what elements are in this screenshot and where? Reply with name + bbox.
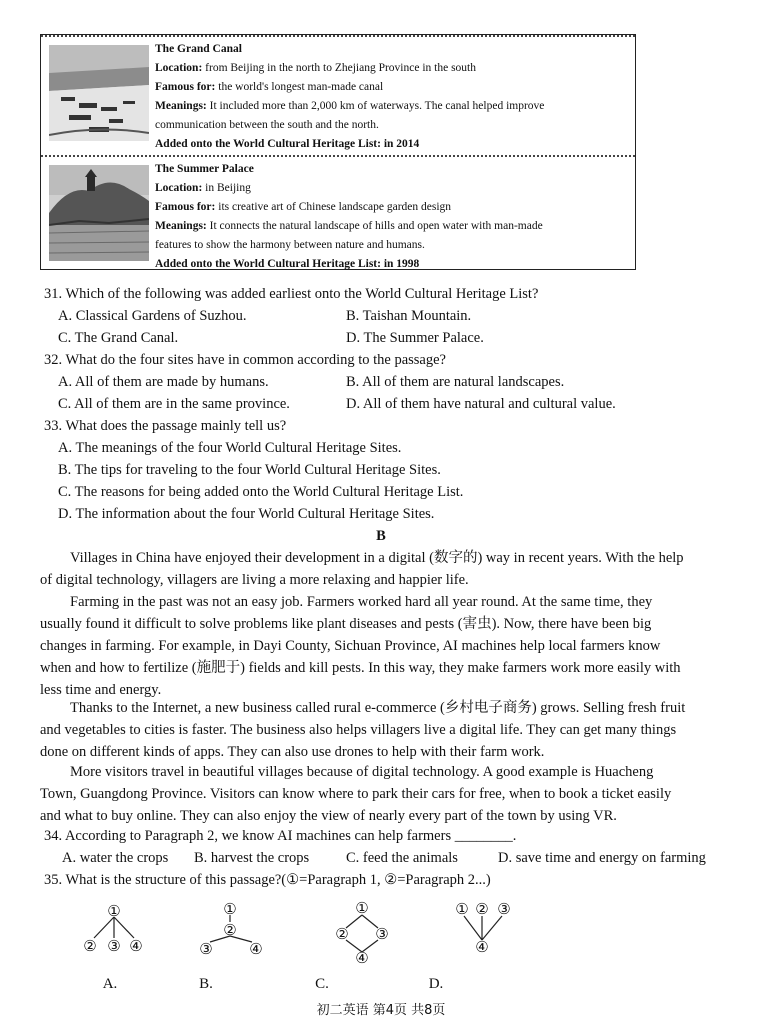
question-34-stem xyxy=(44,825,516,847)
location-label: Location: xyxy=(155,62,203,74)
diagram-a-label[interactable]: A. xyxy=(102,976,118,992)
paragraph-line: Thanks to the Internet, a new business called rural e-commerce (乡村电子商务) grows. Selling fresh fruit xyxy=(70,700,686,716)
meanings-value: It included more than 2,000 km of waterways. The canal helped improve xyxy=(209,100,545,112)
diagram-d-node-3: ③ xyxy=(497,900,511,918)
added-year: Added onto the World Cultural Heritage List: in 2014 xyxy=(155,138,420,150)
meanings-value-cont: communication between the south and the north. xyxy=(155,119,379,131)
diagram-b-label[interactable]: B. xyxy=(199,976,213,992)
location-value: from Beijing in the north to Zhejiang Province in the south xyxy=(205,62,477,74)
diagram-c-label[interactable]: C. xyxy=(315,976,329,992)
question-34-option-c[interactable]: C. feed the animals xyxy=(346,850,458,866)
summer-palace-photo xyxy=(49,165,149,261)
diagram-a-node-4: ④ xyxy=(129,937,143,955)
question-31-option-d[interactable]: D. The Summer Palace. xyxy=(346,330,484,346)
question-31-option-b[interactable]: B. Taishan Mountain. xyxy=(346,308,472,324)
diagram-b-node-2: ② xyxy=(223,921,237,939)
page-footer: 初二英语 第4页 共8页 xyxy=(316,1003,446,1018)
famous-value: the world's longest man-made canal xyxy=(218,81,384,93)
famous-value: its creative art of Chinese landscape garden design xyxy=(218,201,452,213)
question-31-stem: 31. Which of the following was added earliest onto the World Cultural Heritage List? xyxy=(44,286,539,302)
site-name: The Grand Canal xyxy=(155,43,242,55)
passage-paragraph-4 xyxy=(40,761,720,827)
question-32-option-d[interactable]: D. All of them have natural and cultural value. xyxy=(346,396,616,412)
question-33-option-b[interactable]: B. The tips for traveling to the four World Cultural Heritage Sites. xyxy=(58,462,441,478)
question-32-option-b[interactable]: B. All of them are natural landscapes. xyxy=(346,374,565,390)
diagram-b-node-3: ③ xyxy=(199,940,213,958)
paragraph-line: More visitors travel in beautiful villages because of digital technology. A good example is Huacheng xyxy=(70,764,654,780)
question-32-option-a[interactable]: A. All of them are made by humans. xyxy=(58,374,269,390)
heritage-entry-summer-palace xyxy=(41,155,635,273)
question-33-option-c[interactable]: C. The reasons for being added onto the World Cultural Heritage List. xyxy=(58,484,464,500)
question-34-text: 34. According to Paragraph 2, we know AI machines can help farmers xyxy=(44,828,452,844)
paragraph-line: usually found it difficult to solve problems like plant diseases and pests (害虫). Now, there have been big xyxy=(40,616,652,632)
paragraph-line: done on different kinds of apps. They can also use drones to help with their farm work. xyxy=(40,744,545,760)
paragraph-line: Villages in China have enjoyed their development in a digital (数字的) way in recent years. With the help xyxy=(70,550,684,566)
question-34-option-a[interactable]: A. water the crops xyxy=(62,850,169,866)
meanings-value-cont: features to show the harmony between nature and humans. xyxy=(155,239,425,251)
heritage-entry-grand-canal xyxy=(41,37,635,153)
heritage-info-table xyxy=(40,34,636,270)
diagram-c-node-2: ② xyxy=(335,925,349,943)
paragraph-line: less time and energy. xyxy=(40,682,162,698)
question-33-option-a[interactable]: A. The meanings of the four World Cultural Heritage Sites. xyxy=(58,440,402,456)
meanings-label: Meanings: xyxy=(155,100,207,112)
structure-diagrams xyxy=(70,898,530,998)
diagram-d-node-2: ② xyxy=(475,900,489,918)
diagram-a-node-2: ② xyxy=(83,937,97,955)
grand-canal-photo xyxy=(49,45,149,141)
site-name: The Summer Palace xyxy=(155,163,254,175)
diagram-c-node-1: ① xyxy=(355,899,369,917)
location-label: Location: xyxy=(155,182,203,194)
diagram-c-node-3: ③ xyxy=(375,925,389,943)
question-31-option-c[interactable]: C. The Grand Canal. xyxy=(58,330,179,346)
passage-paragraph-3 xyxy=(40,697,720,763)
diagram-d-node-4: ④ xyxy=(475,938,489,956)
paragraph-line: Farming in the past was not an easy job. Farmers worked hard all year round. At the same time, they xyxy=(70,594,653,610)
question-31-option-a[interactable]: A. Classical Gardens of Suzhou. xyxy=(58,308,247,324)
question-34-option-b[interactable]: B. harvest the crops xyxy=(194,850,310,866)
question-32-option-c[interactable]: C. All of them are in the same province. xyxy=(58,396,290,412)
meanings-label: Meanings: xyxy=(155,220,207,232)
diagram-b-node-1: ① xyxy=(223,900,237,918)
answer-blank: ________. xyxy=(454,828,517,844)
paragraph-line: changes in farming. For example, in Dayi County, Sichuan Province, AI machines help local farmers know xyxy=(40,638,661,654)
diagram-c-node-4: ④ xyxy=(355,949,369,967)
question-35-stem: 35. What is the structure of this passage?(①=Paragraph 1, ②=Paragraph 2...) xyxy=(44,872,491,888)
paragraph-line: when and how to fertilize (施肥于) fields and kill pests. In this way, they make farmers work more easily with xyxy=(40,660,681,676)
question-33-option-d[interactable]: D. The information about the four World Cultural Heritage Sites. xyxy=(58,506,435,522)
added-year: Added onto the World Cultural Heritage List: in 1998 xyxy=(155,258,420,270)
meanings-value: It connects the natural landscape of hills and open water with man-made xyxy=(209,220,543,232)
famous-label: Famous for: xyxy=(155,81,216,93)
famous-label: Famous for: xyxy=(155,201,216,213)
question-33-stem: 33. What does the passage mainly tell us? xyxy=(44,418,287,434)
section-b-heading: B xyxy=(376,528,386,544)
paragraph-line: Town, Guangdong Province. Visitors can know where to park their cars for free, when to book a ticket easily xyxy=(40,786,672,802)
paragraph-line: and what to buy online. They can also enjoy the view of nearly every part of the town by using VR. xyxy=(40,808,617,824)
paragraph-line: and vegetables to cities is faster. The business also helps villagers live a digital life. They can get many things xyxy=(40,722,677,738)
diagram-b-node-4: ④ xyxy=(249,940,263,958)
diagram-a-node-1: ① xyxy=(107,902,121,920)
question-32-stem: 32. What do the four sites have in common according to the passage? xyxy=(44,352,446,368)
question-34-option-d[interactable]: D. save time and energy on farming xyxy=(498,850,706,866)
paragraph-line: of digital technology, villagers are living a more relaxing and happier life. xyxy=(40,572,469,588)
passage-paragraph-1 xyxy=(40,547,720,591)
location-value: in Beijing xyxy=(205,182,251,194)
diagram-d-node-1: ① xyxy=(455,900,469,918)
passage-paragraph-2 xyxy=(40,591,720,701)
diagram-d-label[interactable]: D. xyxy=(428,976,444,992)
diagram-a-node-3: ③ xyxy=(107,937,121,955)
